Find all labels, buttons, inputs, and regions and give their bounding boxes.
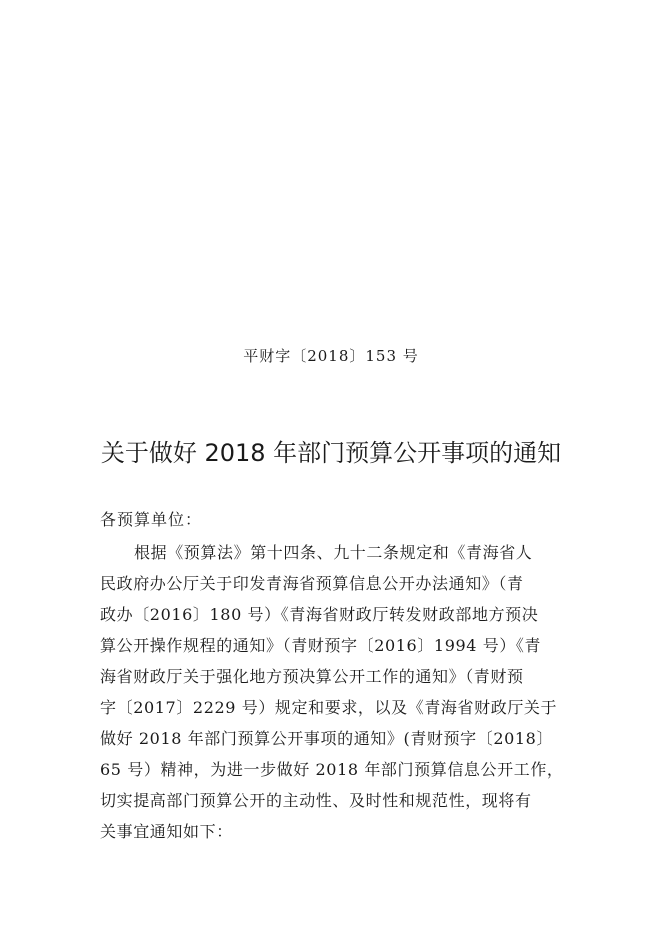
body-line: 65 号）精神，为进一步做好 2018 年部门预算信息公开工作， [100, 760, 564, 779]
body-line: 海省财政厅关于强化地方预决算公开工作的通知》（青财预 [100, 667, 524, 686]
body-line: 做好 2018 年部门预算公开事项的通知》(青财预字〔2018〕 [100, 729, 554, 748]
salutation: 各预算单位： [100, 510, 203, 529]
body-line: 关事宜通知如下： [100, 822, 233, 841]
body-line: 民政府办公厅关于印发青海省预算信息公开办法通知》（青 [100, 574, 524, 593]
document-title: 关于做好 2018 年部门预算公开事项的通知 [100, 439, 562, 467]
body-line: 切实提高部门预算公开的主动性、及时性和规范性，现将有 [100, 791, 532, 810]
body-line: 字〔2017〕2229 号）规定和要求，以及《青海省财政厅关于 [100, 698, 558, 717]
body-paragraph [100, 537, 570, 847]
body-line: 算公开操作规程的通知》（青财预字〔2016〕1994 号）《青 [100, 636, 542, 655]
document-number: 平财字〔2018〕153 号 [243, 347, 419, 365]
body-line: 政办〔2016〕180 号）《青海省财政厅转发财政部地方预决 [100, 605, 539, 624]
body-line: 根据《预算法》第十四条、九十二条规定和《青海省人 [134, 543, 533, 562]
